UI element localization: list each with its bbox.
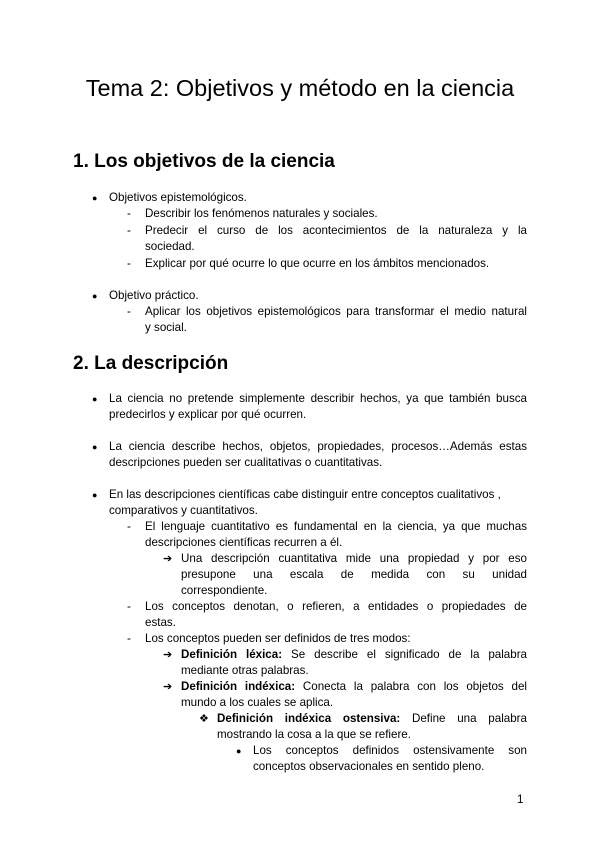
list-item-line: presupone una escala de medida con su unidad	[181, 568, 527, 581]
term-description: Se describe el significado de la palabra	[282, 648, 528, 661]
list-item-line	[181, 679, 527, 695]
arrow-icon: ➔	[163, 681, 173, 693]
arrow-icon: ➔	[163, 553, 173, 565]
list-item-line: Predecir el curso de los acontecimientos de la naturaleza y la	[145, 224, 527, 237]
paragraph-line: descripciones pueden ser cualitativas o cuantitativas.	[109, 456, 383, 469]
list-item-line: estas.	[145, 616, 176, 629]
dash-icon: -	[127, 207, 131, 220]
list-item: Objetivos epistemológicos.	[109, 191, 247, 204]
paragraph-line: La ciencia describe hechos, objetos, propiedades, procesos…Además estas	[109, 440, 527, 453]
bullet-icon: ●	[92, 490, 98, 500]
section-1-heading: 1. Los objetivos de la ciencia	[73, 151, 335, 172]
list-item-line: mostrando la cosa a la que se refiere.	[217, 728, 411, 741]
list-item-line: Una descripción cuantitativa mide una propiedad y por eso	[181, 552, 527, 565]
list-item-line: El lenguaje cuantitativo es fundamental en la ciencia, ya que muchas	[145, 520, 527, 533]
term-label: Definición indéxica:	[181, 680, 296, 693]
list-item-line: mediante otras palabras.	[181, 664, 309, 677]
dash-icon: -	[127, 520, 131, 533]
dash-icon: -	[127, 600, 131, 613]
list-item-line: Aplicar los objetivos epistemológicos para transformar el medio natural	[145, 305, 527, 318]
list-item-line: Los conceptos denotan, o refieren, a entidades o propiedades de	[145, 600, 527, 613]
dash-icon: -	[127, 257, 131, 270]
list-item-line: mundo a los cuales se aplica.	[181, 696, 334, 709]
page-number: 1	[517, 793, 524, 806]
diamond-icon: ❖	[199, 713, 209, 725]
list-item: Objetivo práctico.	[109, 289, 199, 302]
arrow-icon: ➔	[163, 649, 173, 661]
list-item-line: correspondiente.	[181, 584, 268, 597]
term-description: Define una palabra	[400, 712, 527, 725]
page-title: Tema 2: Objetivos y método en la ciencia	[85, 75, 515, 101]
term-label: Definición indéxica ostensiva:	[217, 712, 401, 725]
dash-icon: -	[127, 632, 131, 645]
list-item-line: y social.	[145, 321, 187, 334]
list-item-line	[181, 647, 527, 663]
list-item-line: sociedad.	[145, 240, 195, 253]
section-2-heading: 2. La descripción	[73, 353, 229, 374]
list-item-line: Los conceptos definidos ostensivamente son	[253, 744, 527, 757]
list-item: Los conceptos pueden ser definidos de tres modos:	[145, 632, 411, 645]
bullet-icon: ●	[92, 394, 98, 404]
list-item-line: descripciones científicas recurren a él.	[145, 536, 343, 549]
term-label: Definición léxica:	[181, 648, 283, 661]
list-item-line: conceptos observacionales en sentido pleno.	[253, 760, 485, 773]
paragraph-line: En las descripciones científicas cabe distinguir entre conceptos cualitativos ,	[109, 488, 501, 501]
bullet-icon: ●	[92, 291, 98, 301]
list-item: Describir los fenómenos naturales y sociales.	[145, 207, 378, 220]
dash-icon: -	[127, 305, 131, 318]
dash-icon: -	[127, 224, 131, 237]
paragraph-line: comparativos y cuantitativos.	[109, 504, 258, 517]
paragraph-line: predecirlos y explicar por qué ocurren.	[109, 408, 307, 421]
list-item-line	[217, 711, 527, 727]
paragraph-line: La ciencia no pretende simplemente describir hechos, ya que también busca	[109, 392, 527, 405]
bullet-icon: ●	[236, 746, 242, 756]
bullet-icon: ●	[92, 193, 98, 203]
list-item: Explicar por qué ocurre lo que ocurre en los ámbitos mencionados.	[145, 257, 490, 270]
bullet-icon: ●	[92, 442, 98, 452]
term-description: Conecta la palabra con los objetos del	[295, 680, 527, 693]
